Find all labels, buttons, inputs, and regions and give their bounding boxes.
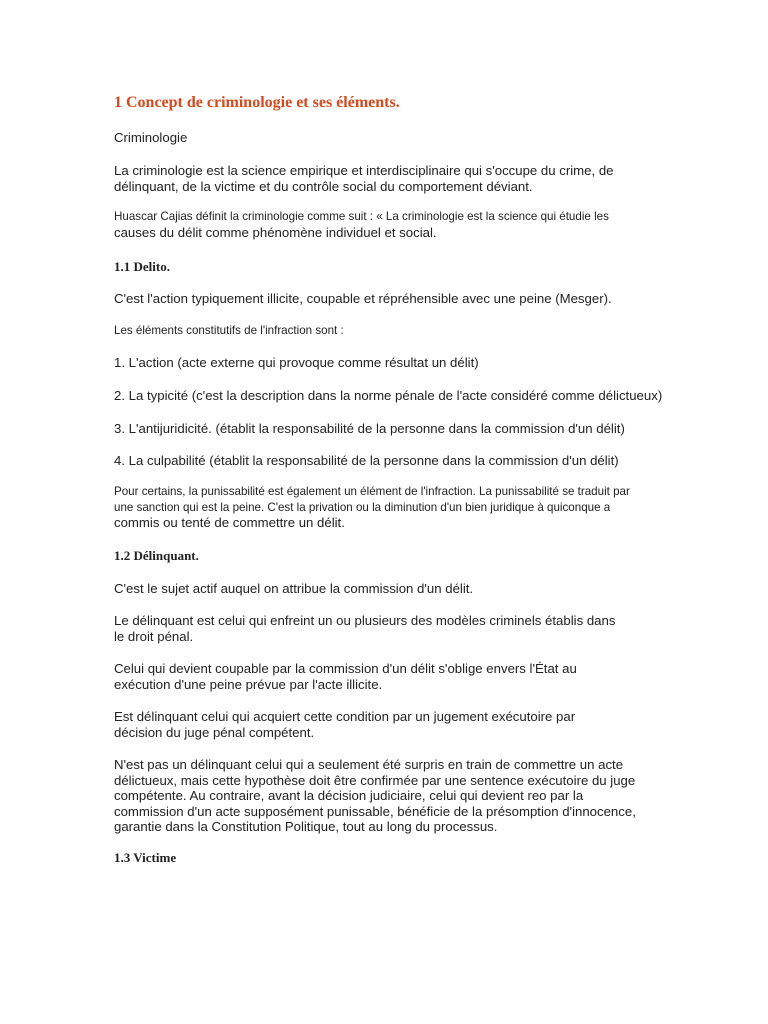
paragraph-surpris [114,757,674,835]
section-heading-delito: 1.1 Delito. [114,259,170,274]
paragraph-line: N'est pas un délinquant celui qui a seulement été surpris en train de commettre un acte [114,757,624,772]
paragraph-sujet: C'est le sujet actif auquel on attribue la commission d'un délit. [114,581,474,596]
paragraph-line: délictueux, mais cette hypothèse doit être confirmée par une sentence exécutoire du juge [114,772,636,788]
paragraph-line: Est délinquant celui qui acquiert cette condition par un jugement exécutoire par [114,709,576,724]
paragraph-definition [114,163,674,194]
paragraph-coupable [114,661,674,692]
paragraph-line: compétente. Au contraire, avant la décision judiciaire, celui qui devient reo par la [114,788,584,803]
paragraph-line: Pour certains, la punissabilité est également un élément de l'infraction. La punissabilité se traduit par [114,485,630,498]
document-title: 1 Concept de criminologie et ses éléments. [114,94,400,111]
paragraph-punissabilite [114,484,674,531]
paragraph-jugement [114,709,674,740]
paragraph-line: décision du juge pénal compétent. [114,724,315,740]
paragraph-elements: Les éléments constitutifs de l'infraction sont : [114,324,344,337]
paragraph-line: Le délinquant est celui qui enfreint un ou plusieurs des modèles criminels établis dans [114,613,616,628]
list-item: 4. La culpabilité (établit la responsabilité de la personne dans la commission d'un délit) [114,453,619,468]
section-heading-victime: 1.3 Victime [114,850,177,865]
paragraph-line: une sanction qui est la peine. C'est la privation ou la diminution d'un bien juridique à quiconque a [114,500,611,514]
paragraph-line: causes du délit comme phénomène individuel et social. [114,224,437,240]
paragraph-line: délinquant, de la victime et du contrôle social du comportement déviant. [114,178,533,194]
paragraph-line: exécution d'une peine prévue par l'acte illicite. [114,676,383,692]
list-item: 2. La typicité (c'est la description dans la norme pénale de l'acte considéré comme délictueux) [114,388,663,403]
paragraph-line: commission d'un acte supposément punissable, bénéficie de la présomption d'innocence, [114,803,636,819]
paragraph-criminologie: Criminologie [114,130,188,145]
paragraph-line: commis ou tenté de commettre un délit. [114,515,345,530]
section-heading-delinquant: 1.2 Délinquant. [114,548,199,563]
list-item: 1. L'action (acte externe qui provoque comme résultat un délit) [114,355,479,370]
paragraph-line: Celui qui devient coupable par la commission d'un délit s'oblige envers l'État au [114,661,577,676]
paragraph-line: La criminologie est la science empirique et interdisciplinaire qui s'occupe du crime, de [114,163,614,178]
paragraph-line: garantie dans la Constitution Politique, tout au long du processus. [114,819,498,834]
paragraph-huascar [114,209,674,240]
paragraph-enfreint [114,613,674,644]
paragraph-line: Huascar Cajias définit la criminologie comme suit : « La criminologie est la science qui étudie les [114,210,609,223]
paragraph-action: C'est l'action typiquement illicite, coupable et répréhensible avec une peine (Mesger). [114,291,612,306]
list-item: 3. L'antijuridicité. (établit la responsabilité de la personne dans la commission d'un délit) [114,421,625,436]
paragraph-line: le droit pénal. [114,628,194,644]
